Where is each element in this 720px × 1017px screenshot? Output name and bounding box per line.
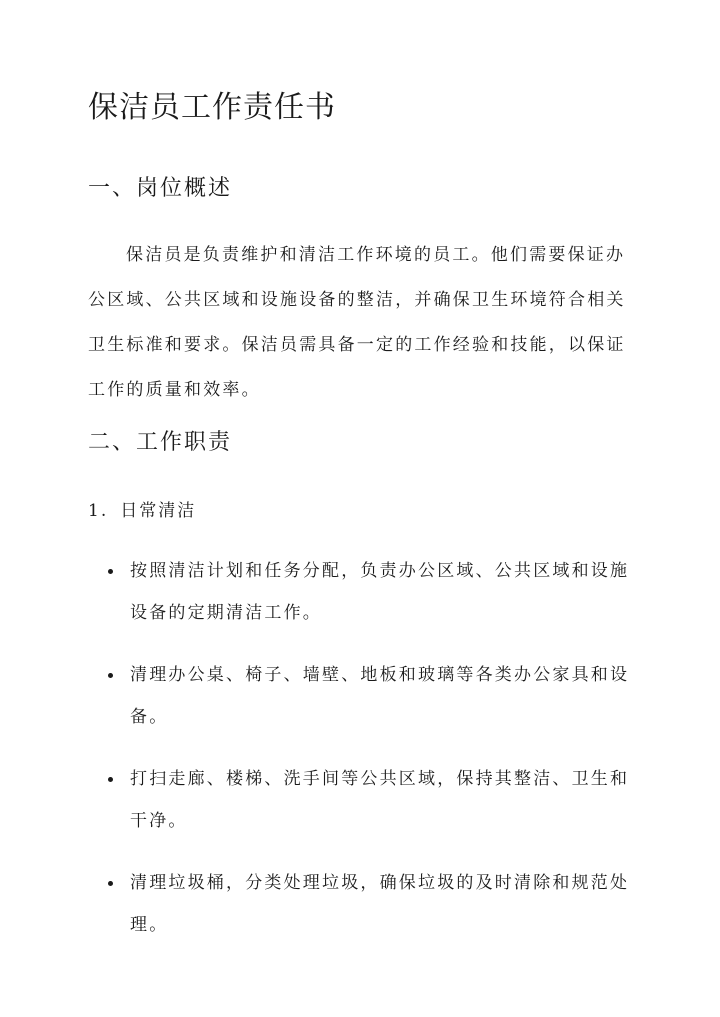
section-heading-overview: 一、岗位概述 — [88, 176, 233, 201]
list-item — [88, 654, 630, 738]
overview-paragraph: 保洁员是负责维护和清洁工作环境的员工。他们需要保证办公区域、公共区域和设施设备的整洁，并确保卫生环境符合相关卫生标准和要求。保洁员需具备一定的工作经验和技能，以保证工作的质量和效率。 — [88, 245, 626, 400]
list-item — [88, 550, 630, 634]
bullet-icon — [108, 673, 113, 678]
list-item-text: 按照清洁计划和任务分配，负责办公区域、公共区域和设施设备的定期清洁工作。 — [130, 561, 630, 623]
list-item — [88, 862, 630, 946]
subsection-heading-daily-cleaning — [88, 497, 196, 525]
list-item-text: 清理办公桌、椅子、墙壁、地板和玻璃等各类办公家具和设备。 — [130, 665, 630, 727]
subsection-number: 1. — [88, 501, 109, 521]
list-item — [88, 758, 630, 842]
bullet-icon — [108, 777, 113, 782]
list-item-text: 清理垃圾桶，分类处理垃圾，确保垃圾的及时清除和规范处理。 — [130, 873, 630, 935]
daily-cleaning-list — [88, 550, 648, 966]
section-heading-duties: 二、工作职责 — [88, 430, 233, 455]
bullet-icon — [108, 881, 113, 886]
list-item-text: 打扫走廊、楼梯、洗手间等公共区域，保持其整洁、卫生和干净。 — [130, 769, 630, 831]
document-title: 保洁员工作责任书 — [88, 90, 336, 125]
bullet-icon — [108, 569, 113, 574]
subsection-title: 日常清洁 — [120, 501, 197, 521]
